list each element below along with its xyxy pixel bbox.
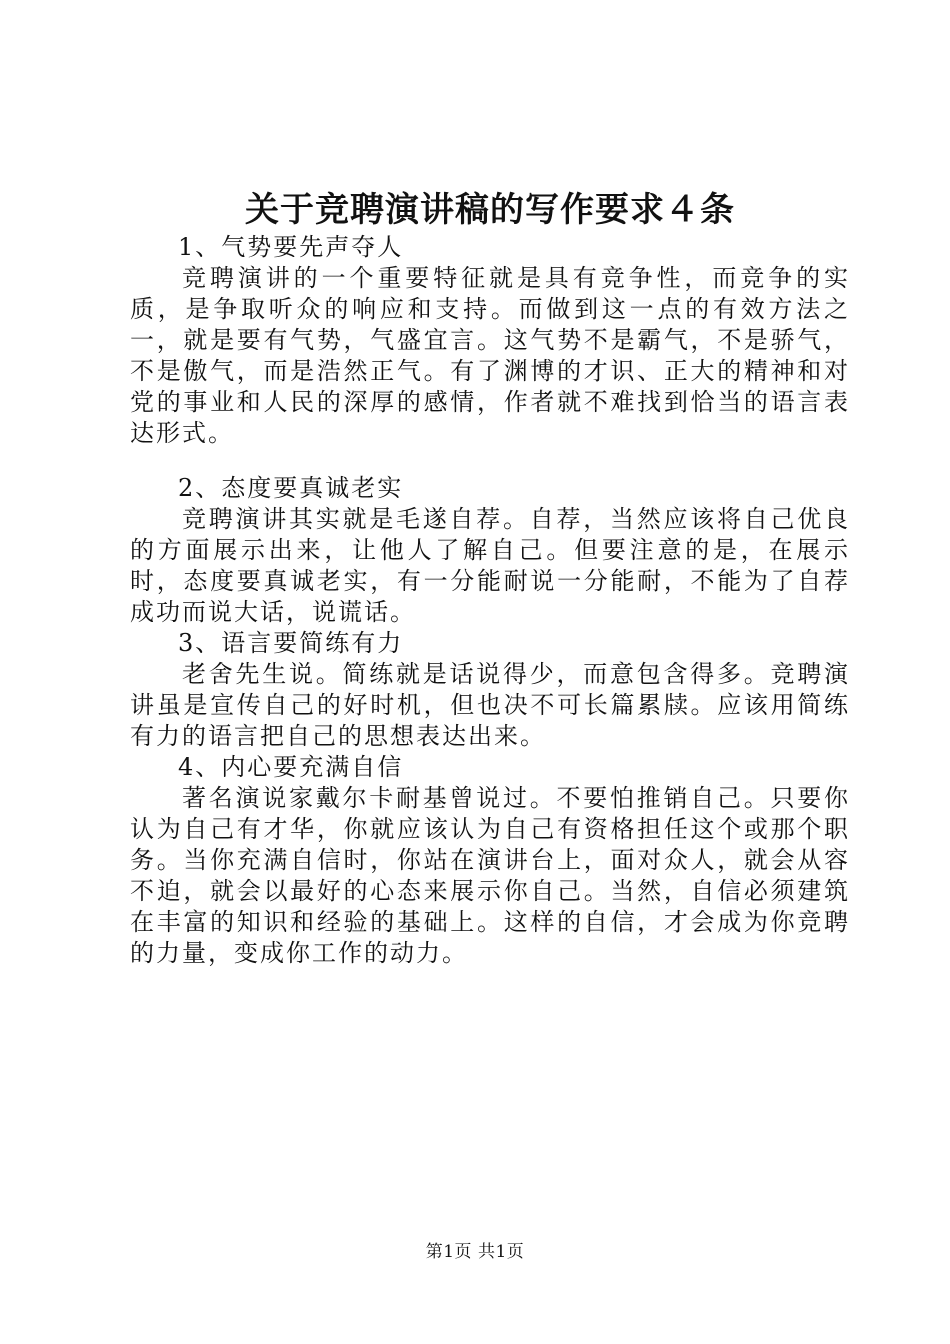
document-body	[130, 232, 850, 969]
section-paragraph-3: 老舍先生说。简练就是话说得少，而意包含得多。竞聘演讲虽是宣传自己的好时机，但也决不可长篇累牍。应该用简练有力的语言把自己的思想表达出来。	[130, 660, 850, 750]
page-footer: 第1页 共1页	[425, 1242, 525, 1262]
section-heading-1: 1、气势要先声夺人	[178, 233, 404, 261]
section-paragraph-4: 著名演说家戴尔卡耐基曾说过。不要怕推销自己。只要你认为自己有才华，你就应该认为自己有资格担任这个或那个职务。当你充满自信时，你站在演讲台上，面对众人，就会从容不迫，就会以最好的心态来展示你自己。当然，自信必须建筑在丰富的知识和经验的基础上。这样的自信，才会成为你竞聘的力量，变成你工作的动力。	[130, 784, 850, 967]
section-heading-2: 2、态度要真诚老实	[178, 474, 404, 502]
section-paragraph-1: 竞聘演讲的一个重要特征就是具有竞争性，而竞争的实质，是争取听众的响应和支持。而做到这一点的有效方法之一，就是要有气势，气盛宜言。这气势不是霸气，不是骄气，不是傲气，而是浩然正气。有了渊博的才识、正大的精神和对党的事业和人民的深厚的感情，作者就不难找到恰当的语言表达形式。	[130, 264, 850, 447]
section-heading-3: 3、语言要简练有力	[178, 629, 404, 657]
section-paragraph-2: 竞聘演讲其实就是毛遂自荐。自荐，当然应该将自己优良的方面展示出来，让他人了解自己。但要注意的是，在展示时，态度要真诚老实，有一分能耐说一分能耐，不能为了自荐成功而说大话，说谎话。	[130, 505, 850, 626]
document-title: 关于竞聘演讲稿的写作要求４条	[245, 190, 735, 230]
section-spacer	[130, 449, 850, 473]
section-heading-4: 4、内心要充满自信	[178, 753, 404, 781]
